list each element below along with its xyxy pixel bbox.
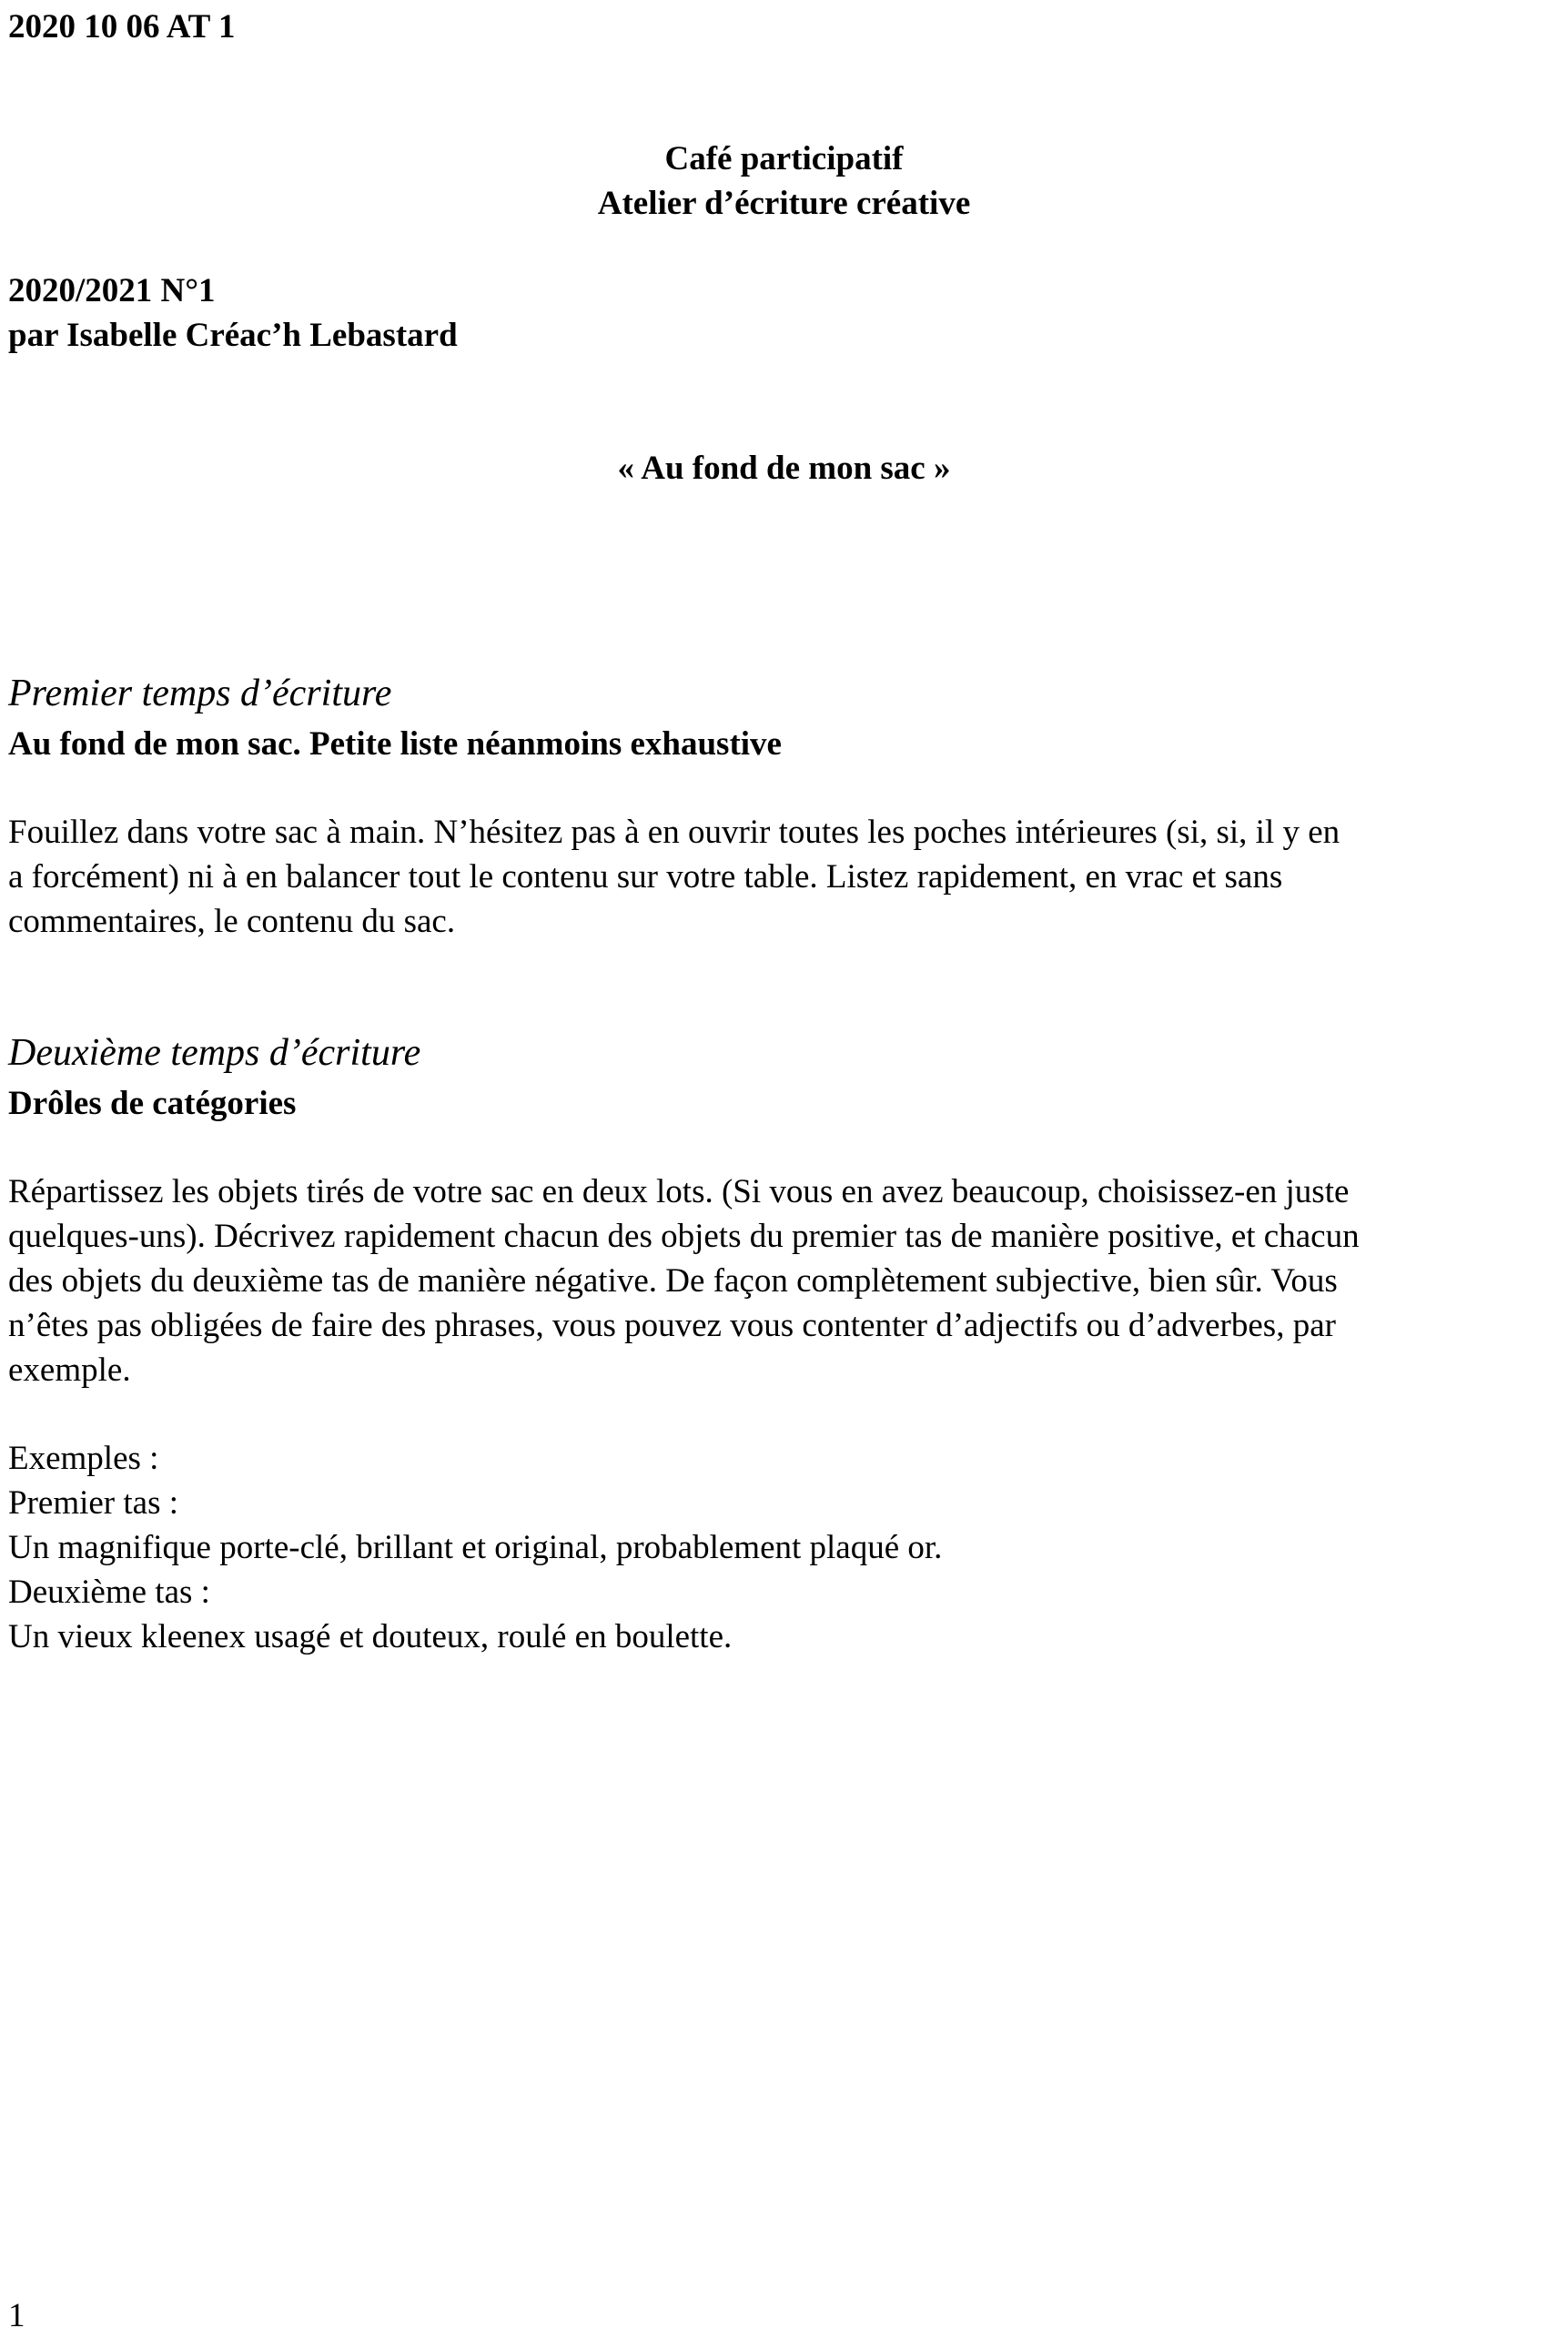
page-number: 1 [8,2297,25,2334]
examples-block [8,1436,942,1659]
section1-subtitle: Au fond de mon sac. Petite liste néanmoins exhaustive [8,725,782,763]
theme-title: « Au fond de mon sac » [617,450,951,487]
second-pile-label: Deuxième tas : [8,1574,210,1611]
body-line: a forcément) ni à en balancer tout le contenu sur votre table. Listez rapidement, en vrac et sans [8,858,1283,896]
title-line-1: Café participatif [664,140,904,177]
body-line: commentaires, le contenu du sac. [8,903,456,940]
body-line: n’êtes pas obligées de faire des phrases, vous pouvez vous contenter d’adjectifs ou d’adverbes, par [8,1307,1336,1344]
document-code: 2020 10 06 AT 1 [8,8,236,46]
second-pile-example: Un vieux kleenex usagé et douteux, roulé en boulette. [8,1618,733,1655]
body-line: quelques-uns). Décrivez rapidement chacun des objets du premier tas de manière positive, et chacun [8,1218,1360,1255]
session-author: par Isabelle Créac’h Lebastard [8,317,458,354]
body-line: des objets du deuxième tas de manière négative. De façon complètement subjective, bien sûr. Vous [8,1262,1338,1300]
examples-label: Exemples : [8,1440,159,1477]
body-line: exemple. [8,1351,131,1389]
section2-subtitle: Drôles de catégories [8,1085,297,1122]
title-block [0,137,1568,226]
section2-heading: Deuxième temps d’écriture [8,1032,421,1074]
section1-body [8,810,1555,944]
session-block [8,268,458,358]
session-number: 2020/2021 N°1 [8,272,216,309]
first-pile-label: Premier tas : [8,1484,179,1522]
title-line-2: Atelier d’écriture créative [597,185,971,222]
section1-heading: Premier temps d’écriture [8,673,392,714]
body-line: Répartissez les objets tirés de votre sac en deux lots. (Si vous en avez beaucoup, choisissez-en juste [8,1173,1350,1210]
first-pile-example: Un magnifique porte-clé, brillant et original, probablement plaqué or. [8,1529,943,1566]
body-line: Fouillez dans votre sac à main. N’hésitez pas à en ouvrir toutes les poches intérieures (si, si, il y en [8,814,1340,851]
section2-body [8,1169,1555,1392]
